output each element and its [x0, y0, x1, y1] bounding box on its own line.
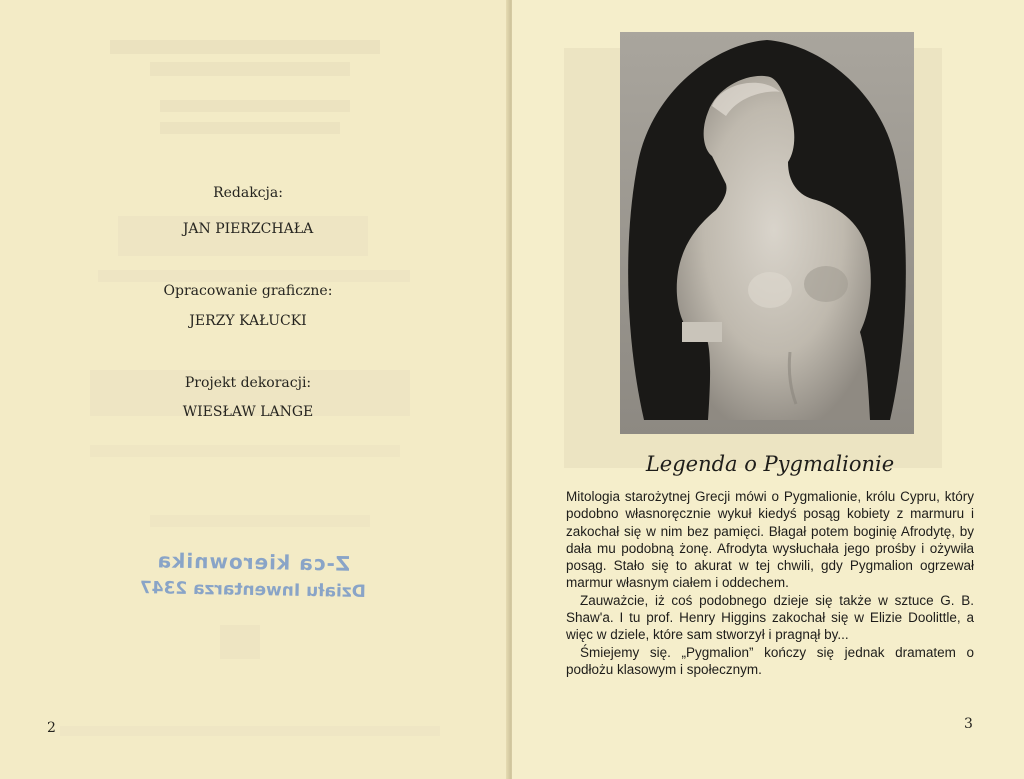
- left-page: [0, 0, 510, 779]
- page-number-left: 2: [47, 720, 56, 736]
- decoration-label: Projekt dekoracji:: [184, 375, 312, 391]
- legend-text: [566, 488, 974, 678]
- stamp-line-1: Z-ca kierownika: [156, 548, 351, 576]
- graphics-label: Opracowanie graficzne:: [163, 283, 333, 299]
- library-stamp: [107, 547, 398, 612]
- graphics-name: JERZY KAŁUCKI: [189, 313, 307, 329]
- statue-illustration: [620, 32, 914, 434]
- decoration-name: WIESŁAW LANGE: [182, 404, 314, 420]
- page-number-right: 3: [964, 716, 973, 732]
- legend-paragraph-2: Zauważcie, iż coś podobnego dzieje się także w sztuce G. B. Shaw'a. I tu prof. Henry Higgins zakochał się w Elizie Doolittle, a więc w dziele, które sam stworzył i pragnął by...: [566, 592, 974, 643]
- legend-heading: Legenda o Pygmalionie: [645, 452, 895, 476]
- legend-paragraph-1: Mitologia starożytnej Grecji mówi o Pygmalionie, królu Cypru, który podobno własnoręcznie wykuł kiedyś posąg kobiety z marmuru i zakochał się w nim bez pamięci. Błagał potem boginię Afrodytę, by dała mu podobną żonę. Afrodyta wysłuchała jego prośby i ożywiła posąg. Stało się to akurat w tej chwili, gdy Pygmalion ogrzewał marmur własnym ciałem i oddechem.: [566, 489, 974, 591]
- editor-name: JAN PIERZCHAŁA: [182, 221, 314, 237]
- legend-paragraph-3: Śmiejemy się. „Pygmalion” kończy się jednak dramatem o podłożu klasowym i społecznym.: [566, 644, 974, 677]
- venus-statue-photo: [620, 32, 914, 434]
- stamp-line-2: Działu Inwentarza 2347: [139, 578, 366, 602]
- editorial-label: Redakcja:: [213, 185, 283, 201]
